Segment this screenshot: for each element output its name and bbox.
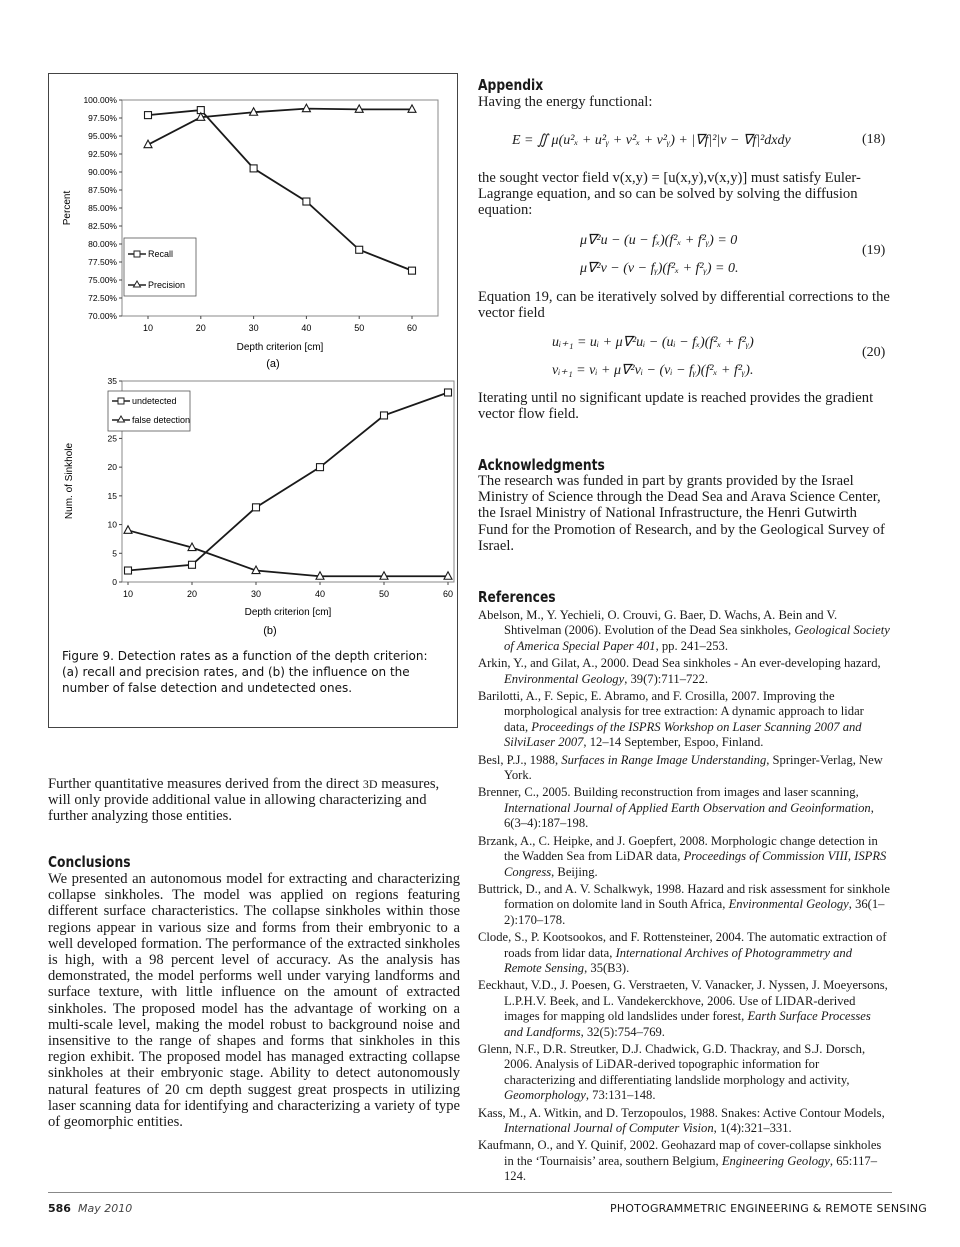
equation-19a: μ∇²u − (u − fₓ)(f²ₓ + f²ᵧ) = 0 [580, 233, 738, 248]
conclusions-text: We presented an autonomous model for extracting and characterizing collapse sinkholes. The model was applied on regions featuring different surface characteristics. The collapse sinkholes within those regions appear in various size and forms from their embryonic to a well developed formation. The performance of the extracted sinkholes is high, with a 98 percent level of accuracy. As the analysis has demonstrated, the model performs well under varying landforms and surface texture, with little influence on the amount of extracted sinkholes. The proposed model has the advantage of working on a multi-scale level, making the model robust to background noise and insensitive to the range of shapes and forms that sinkholes in this region exhibit. The proposed model has managed extracting collapse sinkholes at their embryonic stage. Ability to detect autonomously natural features of 20 cm depth suggest great prospects in utilizing laser scanning data for identifying and characterizing a variety of type of geomorphic entities. [48, 871, 460, 1131]
chart-a-ytick-label: 90.00% [88, 167, 117, 177]
paragraph-after-eq19: Equation 19, can be iteratively solved by differential corrections to the vector field [478, 289, 890, 322]
chart-a-xtick-label: 20 [195, 323, 206, 333]
references-list [478, 608, 890, 1187]
references-heading: References [478, 588, 556, 606]
appendix-heading: Appendix [478, 76, 544, 94]
legend-recall-marker [134, 251, 140, 257]
chart-a-point-recall [356, 246, 363, 253]
chart-a-xlabel: Depth criterion [cm] [236, 342, 324, 353]
chart-a-point-recall [409, 267, 416, 274]
reference-item: Glenn, N.F., D.R. Streutker, D.J. Chadwick, G.D. Thackray, and S.J. Dorsch, 2006. Analysis of LiDAR-derived topographic information for characterizing and differentiating landslide morphology and activity, Geomorphology, 73:131–148. [478, 1041, 866, 1103]
chart-b-xlabel: Depth criterion [cm] [244, 607, 332, 618]
chart-a-ytick-label: 95.00% [88, 131, 117, 141]
chart-a-point-recall [145, 112, 152, 119]
legend-false-detection-label: false detection [132, 415, 191, 425]
chart-b-xtick-label: 60 [442, 589, 454, 599]
chart-a-ytick-label: 82.50% [88, 221, 117, 231]
legend-precision-label: Precision [148, 280, 186, 290]
reference-item: Kaufmann, O., and Y. Quinif, 2002. Geohazard map of cover-collapse sinkholes in the ‘Tournaisis’ area, southern Belgium, Engineering Geology, 65:117–124. [478, 1138, 882, 1184]
equation-18: E = ∬ μ(u²ₓ + u²ᵧ + v²ₓ + v²ᵧ) + |∇f|²|v − ∇f|²dxdy [512, 133, 791, 148]
chart-b-xtick-label: 10 [122, 589, 134, 599]
reference-item: Brenner, C., 2005. Building reconstruction from images and laser scanning, International Journal of Applied Earth Observation and Geoinformation, 6(3–4):187–198. [478, 785, 874, 831]
chart-b [64, 376, 454, 637]
page-number: 586 [48, 1202, 71, 1215]
reference-item: Arkin, Y., and Gilat, A., 2000. Dead Sea sinkholes - An ever-developing hazard, Environmental Geology, 39(7):711–722. [478, 656, 881, 686]
chart-a-panel-label: (a) [266, 358, 280, 370]
reference-item: Buttrick, D., and A. V. Schalkwyk, 1998. Hazard and risk assessment for sinkhole formation on dolomite land in South Africa, Environmental Geology, 36(1–2):170–178. [478, 881, 890, 927]
figure-9-charts [48, 73, 458, 653]
reference-item: Besl, P.J., 1988, Surfaces in Range Image Understanding, Springer-Verlag, New York. [478, 752, 883, 783]
equation-20a: uᵢ₊₁ = uᵢ + μ∇²uᵢ − (uᵢ − fₓ)(f²ₓ + f²ᵧ) [552, 335, 754, 350]
legend-undetected-label: undetected [132, 396, 177, 406]
chart-a-xtick-label: 50 [354, 323, 365, 333]
legend-undetected-marker [118, 398, 124, 404]
equation-20b: vᵢ₊₁ = vᵢ + μ∇²vᵢ − (vᵢ − fᵧ)(f²ₓ + f²ᵧ). [552, 363, 754, 378]
chart-b-ytick-label: 10 [107, 519, 117, 530]
equation-20-number: (20) [862, 345, 886, 360]
chart-b-point-undetected [253, 504, 260, 511]
chart-b-ytick-label: 35 [107, 376, 117, 386]
chart-a-ytick-label: 77.50% [88, 257, 117, 267]
chart-a-xtick-label: 60 [406, 323, 418, 333]
reference-item: Kass, M., A. Witkin, and D. Terzopoulos, 1988. Snakes: Active Contour Models, International Journal of Computer Vision, 1(4):321–331. [478, 1105, 885, 1135]
reference-item: Abelson, M., Y. Yechieli, O. Crouvi, G. Baer, D. Wachs, A. Bein and V. Shtivelman (2006). Evolution of the Dead Sea sinkholes, Geological Society of America Special Paper 401, pp. 241–253. [478, 608, 890, 653]
chart-b-ytick-label: 25 [107, 433, 117, 444]
equation-18-number: (18) [862, 132, 886, 147]
chart-b-ytick-label: 20 [107, 462, 117, 473]
chart-b-ytick-label: 5 [112, 548, 117, 559]
paragraph-measures: Further quantitative measures derived from the direct 3D measures, will only provide additional value in allowing characterizing and further analyzing those entities. [48, 776, 440, 825]
figure-caption: Figure 9. Detection rates as a function of the depth criterion: (a) recall and precision rates, and (b) the influence on the number of false detection and undetected ones. [62, 649, 428, 695]
chart-a-ytick-label: 72.50% [88, 293, 117, 303]
acknowledgments-heading: Acknowledgments [478, 456, 605, 474]
equation-19b: μ∇²v − (v − fᵧ)(f²ₓ + f²ᵧ) = 0. [580, 261, 739, 276]
chart-a-xtick-label: 30 [248, 323, 259, 333]
chart-b-xtick-label: 20 [186, 589, 198, 599]
reference-item: Brzank, A., C. Heipke, and J. Goepfert, 2008. Morphologic change detection in the Wadden Sea from LiDAR data, Proceedings of Commission VIII, ISPRS Congress, Beijing. [478, 833, 887, 879]
chart-a-legend [124, 238, 196, 296]
chart-b-point-undetected [445, 389, 452, 396]
chart-b-ytick-label: 0 [112, 577, 117, 587]
chart-b-panel-label: (b) [263, 625, 277, 637]
chart-a-ytick-label: 85.00% [88, 203, 117, 213]
chart-a-ytick-label: 70.00% [88, 311, 117, 321]
chart-a-ytick-label: 97.50% [88, 113, 117, 123]
equation-19-number: (19) [862, 243, 886, 258]
reference-item: Barilotti, A., F. Sepic, E. Abramo, and F. Crosilla, 2007. Improving the morphological analysis for tree extraction: A dynamic approach to lidar data, Proceedings of the ISPRS Workshop on Laser Scanning 2007 and SilviLaser 2007, 12–14 September, Espoo, Finland. [478, 689, 864, 750]
chart-a-ytick-label: 87.50% [88, 185, 117, 195]
chart-a-ytick-label: 80.00% [88, 239, 117, 249]
paragraph-after-eq18: the sought vector field v(x,y) = [u(x,y),v(x,y)] must satisfy Euler-Lagrange equation, and so can be solved by solving the diffusion equation: [478, 170, 861, 219]
chart-b-xtick-label: 40 [314, 589, 326, 599]
reference-item: Eeckhaut, V.D., J. Poesen, G. Verstraeten, V. Vanacker, J. Nyssen, J. Moeyersons, L.P.H.V. Beek, and L. Vandekerckhove, 2006. Use of LIDAR-derived images for mapping old landslides under forest, Earth Surface Processes and Landforms, 32(5):754–769. [478, 978, 888, 1039]
chart-b-point-undetected [125, 567, 132, 574]
chart-b-point-undetected [317, 464, 324, 471]
chart-b-ytick-label: 15 [107, 490, 117, 501]
legend-recall-label: Recall [148, 249, 174, 259]
chart-b-legend [108, 391, 190, 431]
chart-b-ylabel: Num. of Sinkhole [64, 442, 75, 520]
chart-b-xtick-label: 30 [250, 589, 262, 599]
chart-a-xtick-label: 10 [142, 323, 154, 333]
chart-a-ytick-label: 100.00% [83, 95, 117, 105]
chart-b-point-undetected [189, 561, 196, 568]
acknowledgments-text: The research was funded in part by grants provided by the Israel Ministry of Science through the Dead Sea and Arava Science Center, the Israel Ministry of National Infrastructure, the Henri Gutwirth Fund for the Promotion of Research, and by the Geological Survey of Israel. [478, 473, 885, 554]
appendix-intro: Having the energy functional: [478, 94, 653, 110]
small-caps-3d: 3D [362, 777, 378, 791]
chart-a-ylabel: Percent [62, 190, 73, 226]
chart-b-point-undetected [381, 412, 388, 419]
chart-a-ytick-label: 75.00% [88, 275, 117, 285]
footer-date: May 2010 [77, 1202, 133, 1215]
chart-a-point-recall [250, 165, 257, 172]
chart-a [62, 95, 438, 370]
footer-journal: PHOTOGRAMMETRIC ENGINEERING & REMOTE SENSING [610, 1202, 928, 1215]
conclusions-heading: Conclusions [48, 853, 131, 871]
reference-item: Clode, S., P. Kootsookos, and F. Rottensteiner, 2004. The automatic extraction of roads from lidar data, International Archives of Photogrammetry and Remote Sensing, 35(B3). [478, 930, 887, 975]
chart-a-point-recall [303, 198, 310, 205]
chart-a-xtick-label: 40 [301, 323, 312, 333]
chart-b-xtick-label: 50 [378, 589, 390, 599]
chart-a-ytick-label: 92.50% [88, 149, 117, 159]
footer-left [48, 1202, 132, 1215]
paragraph-after-eq20: Iterating until no significant update is reached provides the gradient vector flow field. [478, 390, 874, 423]
footer-rule [48, 1192, 892, 1193]
